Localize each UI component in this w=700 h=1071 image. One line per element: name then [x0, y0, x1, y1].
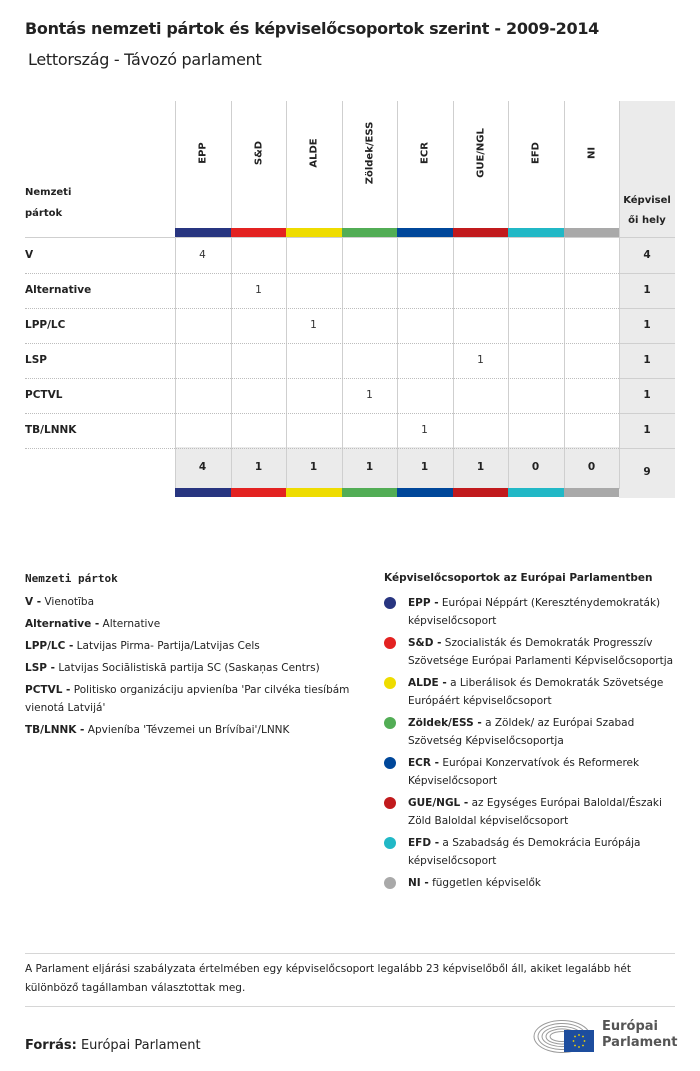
table-cell: 1: [477, 354, 484, 366]
hemicycle-icon: [530, 1016, 598, 1056]
party-name: Politisko organizáciju apvieníba 'Par cilvéka tiesíbám vienotá Latvijá': [25, 684, 350, 714]
row-total: 1: [643, 424, 651, 436]
row-divider: [619, 273, 675, 274]
group-label: GUE/NGL: [475, 128, 486, 178]
group-abbr: Zöldek/ESS -: [408, 717, 482, 729]
row-header-line2: pártok: [25, 208, 63, 219]
group-color-dot-icon: [384, 837, 396, 849]
national-parties-legend: [25, 572, 365, 743]
party-row-label: LPP/LC: [25, 319, 66, 331]
group-abbr: ECR -: [408, 757, 439, 769]
column-header-zldekess: [342, 101, 397, 228]
row-total: 1: [643, 319, 651, 331]
party-abbr: Alternative -: [25, 618, 100, 630]
party-abbr: LSP -: [25, 662, 55, 674]
group-name: Szocialisták és Demokraták Progresszív Szövetsége Európai Parlamenti Képviselőcsoportja: [408, 637, 674, 667]
party-name: Alternative: [102, 618, 161, 630]
column-header-ecr: [397, 101, 452, 228]
column-total: 4: [198, 461, 207, 473]
column-total: 1: [254, 461, 263, 473]
party-row-label: Alternative: [25, 284, 92, 296]
group-name: az Egységes Európai Baloldal/Északi Zöld Baloldal képviselőcsoport: [408, 797, 662, 827]
row-divider: [619, 448, 675, 449]
column-header-guengl: [453, 101, 508, 228]
group-name: a Liberálisok és Demokraták Szövetsége Európáért képviselőcsoport: [408, 677, 664, 707]
column-total: 1: [476, 461, 485, 473]
national-legend-item: [25, 659, 365, 677]
party-row-label: LSP: [25, 354, 47, 366]
row-total: 1: [643, 354, 651, 366]
group-color-dot-icon: [384, 877, 396, 889]
group-color-bar: [286, 228, 342, 237]
group-abbr: EFD -: [408, 837, 440, 849]
column-total: 1: [420, 461, 429, 473]
party-abbr: TB/LNNK -: [25, 724, 85, 736]
row-divider: [619, 413, 675, 414]
party-row-label: TB/LNNK: [25, 424, 77, 436]
party-abbr: PCTVL -: [25, 684, 71, 696]
groups-legend-title: Képviselőcsoportok az Európai Parlamentben: [384, 572, 653, 584]
column-header-ni: [564, 101, 619, 228]
column-header-sd: [231, 101, 286, 228]
row-divider: [25, 343, 619, 344]
column-total: 0: [587, 461, 596, 473]
row-total: 4: [643, 249, 651, 261]
group-legend-item: [384, 714, 679, 750]
group-label: S&D: [253, 140, 264, 166]
divider: [25, 953, 675, 954]
group-color-dot-icon: [384, 677, 396, 689]
group-label: EPP: [197, 142, 208, 164]
row-total: 1: [643, 389, 651, 401]
group-color-bar: [231, 228, 286, 237]
group-color-bar: [397, 488, 453, 497]
footnote: A Parlament eljárási szabályzata értelmében egy képviselőcsoport legalább 23 képviselőből áll, akiket legalább hét különböző tagállamban választottak meg.: [25, 963, 631, 994]
total-column-background: [619, 101, 675, 498]
group-color-bar: [564, 488, 619, 497]
column-header-epp: [175, 101, 230, 228]
table-cell: 4: [199, 249, 206, 261]
logo-line2: Parlament: [602, 1035, 678, 1050]
party-name: Latvijas Sociālistiskā partija SC (Saskaņas Centrs): [58, 662, 320, 674]
national-legend-title: Nemzeti pártok: [25, 572, 118, 585]
group-legend-item: [384, 674, 679, 710]
table-cell: 1: [310, 319, 317, 331]
row-divider: [25, 308, 619, 309]
group-color-bar: [342, 228, 397, 237]
row-divider: [25, 273, 619, 274]
group-color-bar: [175, 488, 231, 497]
group-color-bar: [231, 488, 286, 497]
total-header-line2: ői hely: [628, 215, 666, 226]
row-divider: [25, 378, 619, 379]
row-divider: [25, 448, 619, 449]
header-divider: [25, 237, 619, 238]
group-legend-item: [384, 594, 679, 630]
source-label: Forrás:: [25, 1038, 77, 1053]
group-name: a Szabadság és Demokrácia Európája képviselőcsoport: [408, 837, 641, 867]
group-abbr: EPP -: [408, 597, 439, 609]
party-row-label: PCTVL: [25, 389, 63, 401]
row-divider: [619, 343, 675, 344]
total-seats-header: [619, 191, 675, 231]
table-cell: 1: [421, 424, 428, 436]
column-total: 1: [365, 461, 374, 473]
group-color-dot-icon: [384, 757, 396, 769]
row-divider: [25, 413, 619, 414]
group-color-dot-icon: [384, 637, 396, 649]
group-label: ECR: [419, 142, 430, 164]
row-divider: [619, 378, 675, 379]
party-row-label: V: [25, 249, 34, 261]
national-legend-item: [25, 615, 365, 633]
row-divider: [619, 308, 675, 309]
group-name: a Zöldek/ az Európai Szabad Szövetség Képviselőcsoportja: [408, 717, 635, 747]
group-name: független képviselők: [432, 877, 542, 889]
group-legend-item: [384, 634, 679, 670]
group-color-bar: [286, 488, 342, 497]
logo-line1: Európai: [602, 1019, 659, 1034]
group-color-dot-icon: [384, 797, 396, 809]
group-label: NI: [586, 146, 597, 160]
group-name: Európai Konzervatívok és Reformerek Képviselőcsoport: [408, 757, 640, 787]
party-abbr: V -: [25, 596, 42, 608]
table-cell: 1: [366, 389, 373, 401]
group-color-bar: [342, 488, 397, 497]
group-label: EFD: [530, 142, 541, 164]
group-color-bar: [175, 228, 231, 237]
group-color-bar: [508, 228, 564, 237]
group-legend-item: [384, 834, 679, 870]
table-cell: 1: [255, 284, 262, 296]
group-color-bar: [564, 228, 619, 237]
group-color-bar: [453, 228, 508, 237]
party-name: Vienotība: [44, 596, 95, 608]
group-color-dot-icon: [384, 597, 396, 609]
party-abbr: LPP/LC -: [25, 640, 74, 652]
column-total: 1: [309, 461, 318, 473]
group-color-bar: [397, 228, 453, 237]
national-legend-item: [25, 681, 365, 717]
page-title: Bontás nemzeti pártok és képviselőcsoportok szerint - 2009-2014: [25, 19, 599, 38]
column-total: 0: [531, 461, 540, 473]
group-abbr: NI -: [408, 877, 429, 889]
logo-text: [602, 1019, 677, 1051]
group-color-dot-icon: [384, 717, 396, 729]
row-header-line1: Nemzeti: [25, 187, 72, 198]
national-legend-item: [25, 593, 365, 611]
group-color-bar: [453, 488, 508, 497]
source-value: Európai Parlament: [80, 1038, 201, 1053]
group-legend-item: [384, 874, 679, 892]
national-legend-item: [25, 721, 365, 739]
divider: [25, 1006, 675, 1007]
political-groups-legend: [384, 572, 679, 896]
column-header-efd: [508, 101, 563, 228]
party-name: Latvijas Pirma- Partija/Latvijas Cels: [76, 640, 260, 652]
party-name: Apvieníba 'Tévzemei un Brívíbai'/LNNK: [87, 724, 290, 736]
group-color-bar: [508, 488, 564, 497]
group-abbr: GUE/NGL -: [408, 797, 469, 809]
grand-total: 9: [643, 466, 651, 478]
group-legend-item: [384, 754, 679, 790]
group-label: ALDE: [308, 138, 319, 168]
total-header-line1: Képvisel: [623, 195, 671, 206]
page-subtitle: Lettország - Távozó parlament: [28, 50, 262, 69]
row-total: 1: [643, 284, 651, 296]
european-parliament-logo: [530, 1016, 680, 1056]
header-divider: [619, 237, 675, 238]
group-legend-item: [384, 794, 679, 830]
group-abbr: ALDE -: [408, 677, 447, 689]
column-header-alde: [286, 101, 341, 228]
group-abbr: S&D -: [408, 637, 442, 649]
group-label: Zöldek/ESS: [364, 121, 375, 185]
source: [25, 1038, 201, 1053]
eu-flag-icon: [564, 1030, 594, 1052]
national-legend-item: [25, 637, 365, 655]
group-name: Európai Néppárt (Kereszténydemokraták) képviselőcsoport: [408, 597, 661, 627]
